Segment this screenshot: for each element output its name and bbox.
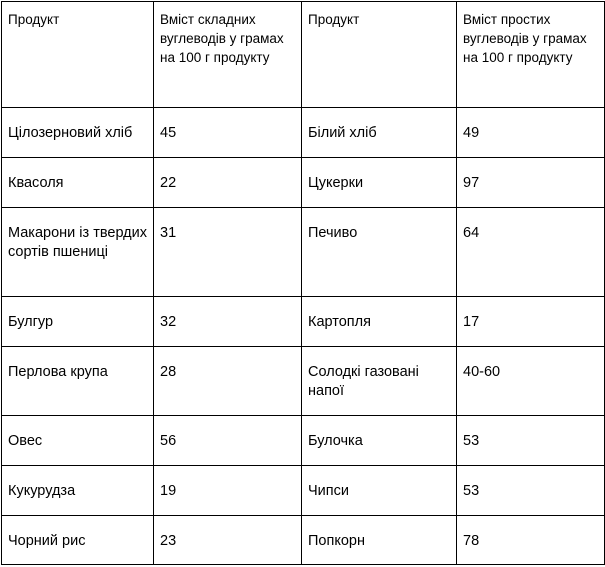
- table-cell: Квасоля: [2, 158, 154, 208]
- table-cell: 32: [154, 297, 302, 347]
- table-cell: Цілозерновий хліб: [2, 108, 154, 158]
- table-cell: Солодкі газовані напої: [302, 347, 457, 416]
- table-row: [2, 416, 605, 466]
- table-cell: 23: [154, 516, 302, 565]
- table-row: [2, 297, 605, 347]
- table-cell: Макарони із твердих сортів пшениці: [2, 208, 154, 297]
- table-row: [2, 466, 605, 516]
- header-row: [2, 2, 605, 108]
- table-row: [2, 108, 605, 158]
- table-cell: Білий хліб: [302, 108, 457, 158]
- table-row: [2, 516, 605, 565]
- table-cell: Печиво: [302, 208, 457, 297]
- table-cell: Булгур: [2, 297, 154, 347]
- table-cell: 64: [457, 208, 605, 297]
- table-cell: 53: [457, 466, 605, 516]
- table-cell: Чорний рис: [2, 516, 154, 565]
- table-cell: Перлова крупа: [2, 347, 154, 416]
- table-cell: Цукерки: [302, 158, 457, 208]
- table-cell: 45: [154, 108, 302, 158]
- header-complex-carbs: Вміст складних вуглеводів у грамах на 100 г продукту: [154, 2, 302, 108]
- table-cell: 19: [154, 466, 302, 516]
- table-row: [2, 208, 605, 297]
- table-cell: Картопля: [302, 297, 457, 347]
- table-cell: 49: [457, 108, 605, 158]
- carbohydrate-table: [1, 1, 605, 565]
- table-cell: Чипси: [302, 466, 457, 516]
- header-simple-carbs: Вміст простих вуглеводів у грамах на 100 г продукту: [457, 2, 605, 108]
- table-cell: 17: [457, 297, 605, 347]
- header-product-complex: Продукт: [2, 2, 154, 108]
- table-row: [2, 158, 605, 208]
- table-cell: 97: [457, 158, 605, 208]
- header-product-simple: Продукт: [302, 2, 457, 108]
- table-row: [2, 347, 605, 416]
- table-cell: 40-60: [457, 347, 605, 416]
- table-cell: 31: [154, 208, 302, 297]
- table-cell: 22: [154, 158, 302, 208]
- table-cell: 53: [457, 416, 605, 466]
- table-cell: 78: [457, 516, 605, 565]
- table-cell: Кукурудза: [2, 466, 154, 516]
- table-cell: Попкорн: [302, 516, 457, 565]
- table-cell: Булочка: [302, 416, 457, 466]
- table-cell: Овес: [2, 416, 154, 466]
- table-cell: 28: [154, 347, 302, 416]
- table-cell: 56: [154, 416, 302, 466]
